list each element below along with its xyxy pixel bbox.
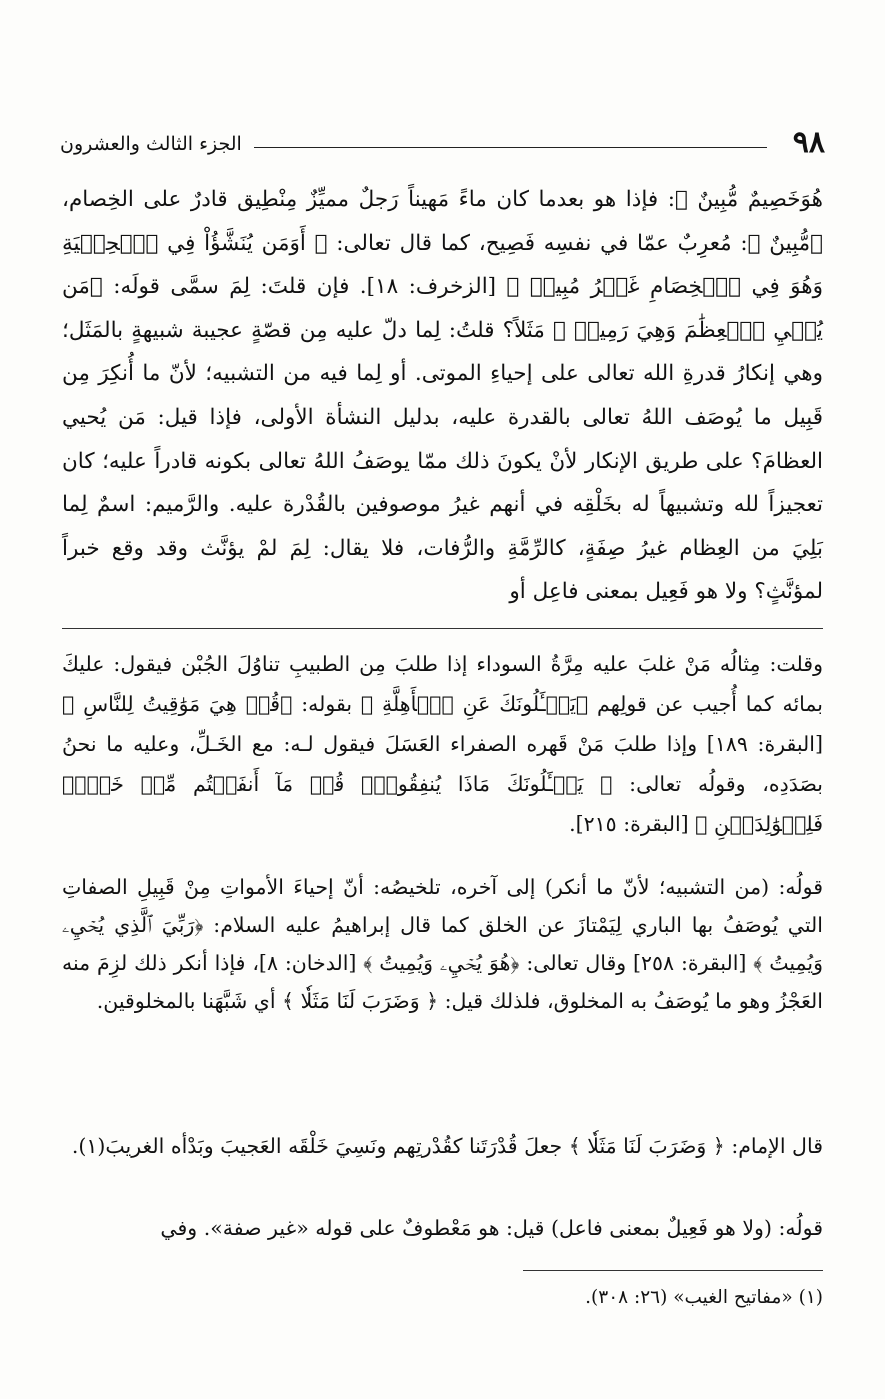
main-text: هُوَخَصِيمٌ مُّبِينٌ ﴾: فإذا هو بعدما كان ماءً مَهيناً رَجلٌ مميِّزٌ مِنْطِيق قادرٌ على الخِصام، ﴿مُّبِينٌ ﴾: مُعرِبٌ عمّا في نفسِه فَصِيح، كما قال تعالى: ﴿ أَوَمَن يُنَشَّؤُاْ فِي ٱلۡحِلۡيَةِ وَهُوَ فِي ٱلۡخِصَامِ غَيۡرُ مُبِينٖ ﴾ [الزخرف: ١٨]. فإن قلتَ: لِمَ سمَّى قولَه: ﴿مَن يُحۡيِ ٱلۡعِظَٰمَ وَهِيَ رَمِيمٞ ﴾ مَثَلاً؟ قلتُ: لِما دلّ عليه مِن قصّةٍ عجيبة شبيهةٍ بالمَثَل؛ وهي إنكارُ قدرةِ الله تعالى على إحياءِ الموتى. أو لِما فيه من التشبيه؛ لأنّ ما أُنكِرَ مِن قَبِيل ما يُوصَف اللهُ تعالى بالقدرة عليه، بدليل النشأة الأولى، فإذا قيل: مَن يُحيي العظامَ؟ على طريق الإنكار لأنْ يكونَ ذلك ممّا يوصَفُ اللهُ تعالى بكونه قادراً عليه؛ كان تعجيزاً لله وتشبيهاً له بخَلْقِه في أنهم غيرُ موصوفين بالقُدْرة عليه. والرَّميم: اسمٌ لِما بَلِيَ من العِظام غيرُ صِفَةٍ، كالرِّمَّةِ والرُّفات، فلا يقال: لِمَ لمْ يؤنَّث وقد وقع خبراً لمؤنَّثٍ؟ ولا هو فَعِيل بمعنى فاعِل أو (62, 187, 823, 605)
paragraph-text: قولُه: (من التشبيه؛ لأنّ ما أنكر) إلى آخره، تلخيصُه: أنّ إحياءَ الأمواتِ مِنْ قَبِيلِ الصفاتِ التي يُوصَفُ بها الباري لِيَمْتازَ عن الخلق كما قال إبراهيمُ عليه السلام: ﴿رَبِّيَ ٱلَّذِي يُحۡيِۦ وَيُمِيتُ ﴾ [البقرة: ٢٥٨] وقال تعالى: ﴿هُوَ يُحۡيِۦ وَيُمِيتُ ﴾ [الدخان: ٨]، فإذا أنكر ذلك لزِمَ منه العَجْزُ وهو ما يُوصَفُ به المخلوق، فلذلك قيل: ﴿ وَضَرَبَ لَنَا مَثَلٗا ﴾ أي شَبَّهَنا بالمخلوقين. (62, 875, 823, 1013)
commentary-paragraph-3 (62, 1208, 823, 1248)
paragraph-text: قولُه: (ولا هو فَعِيلٌ بمعنى فاعل) قيل: هو مَعْطوفٌ على قوله «غير صفة». وفي (160, 1216, 823, 1240)
commentary-paragraph-1 (62, 868, 823, 1020)
commentary-block (62, 644, 823, 844)
footnote-rule (523, 1270, 823, 1271)
section-divider (62, 628, 823, 629)
running-title: الجزء الثالث والعشرون (60, 133, 242, 155)
page-number: ٩٨ (792, 125, 825, 160)
footnote (62, 1283, 823, 1313)
paragraph-text: قال الإمام: ﴿ وَضَرَبَ لَنَا مَثَلٗا ﴾ جعلَ قُدْرَتَنا كقُدْرتِهم ونَسِيَ خَلْقَه العَجيبَ وبَدْأه الغريبَ(١). (71, 1134, 823, 1158)
commentary-paragraph-2 (62, 1128, 823, 1164)
main-text-block (62, 178, 823, 614)
page-header (60, 118, 825, 158)
commentary-text: وقلت: مِثالُه مَنْ غلبَ عليه مِرَّةُ السوداء إذا طلبَ مِن الطبيبِ تناوُلَ الجُبْن فيقول: عليكَ بمائه كما أُجيب عن قولِهم ﴿يَسۡـَٔلُونَكَ عَنِ ٱلۡأَهِلَّةِ ﴾ بقوله: ﴿قُلۡ هِيَ مَوَٰقِيتُ لِلنَّاسِ ﴾ [البقرة: ١٨٩] وإذا طلبَ مَنْ قَهره الصفراء العَسَلَ فيقول لـه: مع الخَـلِّ، وعليه ما نحنُ بصَدَدِه، وقولُه تعالى: ﴿ يَسۡـَٔلُونَكَ مَاذَا يُنفِقُونَۖ قُلۡ مَآ أَنفَقۡتُم مِّنۡ خَيۡرٖ فَلِلۡوَٰلِدَيۡنِ ﴾ [البقرة: ٢١٥]. (62, 652, 823, 836)
footnote-text: (١) «مفاتيح الغيب» (٢٦: ٣٠٨). (585, 1287, 823, 1308)
header-rule (254, 147, 767, 148)
